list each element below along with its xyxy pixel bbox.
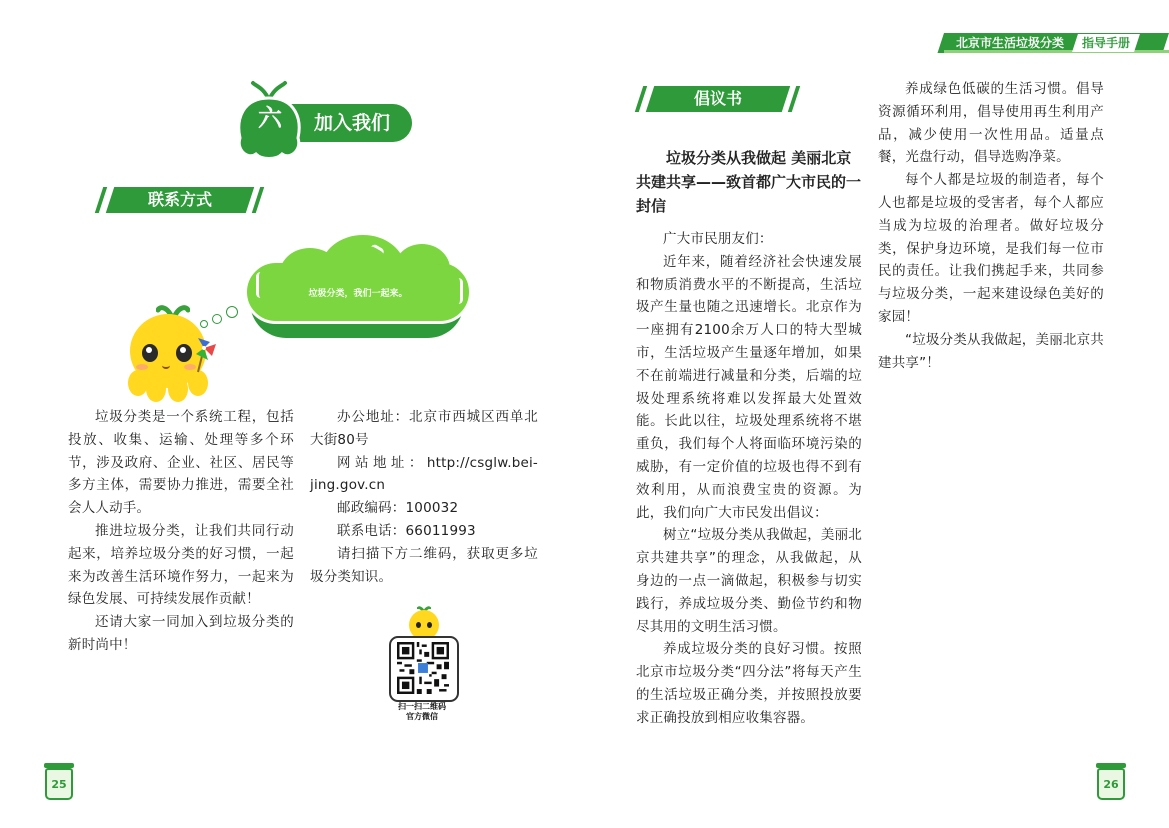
right-col2 [878,78,1104,374]
speech-cloud [244,226,472,336]
qr-caption [380,702,464,722]
contact-postcode: 邮政编码：100032 [337,500,459,517]
paragraph: “垃圾分类从我做起，美丽北京共建共享”！ [878,331,1104,371]
pinwheel-icon [194,334,220,374]
qr-code[interactable] [396,642,450,694]
banner-stripe [95,187,107,213]
chapter-number: 六 [258,104,282,132]
qr-caption-line2: 官方微信 [406,712,438,721]
paragraph: 养成垃圾分类的良好习惯。按照北京市垃圾分类“四分法”将每天产生的生活垃圾正确分类，并按照投放要求正确投放到相应收集容器。 [636,641,862,726]
trash-can-icon [45,768,73,800]
header-tag [1072,34,1140,52]
mini-mascot [405,604,441,640]
contact-website: 网站地址：http://csglw.bei-jing.gov.cn [310,454,538,494]
page-number-right: 26 [1103,778,1119,791]
header-title: 北京市生活垃圾分类 [956,36,1065,50]
paragraph: 广大市民朋友们： [663,231,773,247]
right-col1 [636,228,862,730]
qr-caption-line1: 扫一扫二维码 [398,702,446,711]
paragraph: 近年来，随着经济社会快速发展和物质消费水平的不断提高，生活垃圾产生量也随之迅速增长。北京作为一座拥有2100余万人口的特大型城市，生活垃圾产生量逐年增加，如果不在前端进行减量和分类，后端的垃圾处理系统将难以发挥最大处置效能。长此以往，垃圾处理系统将不堪重负，我们每个人将面临环境污染的威胁，有一定价值的垃圾也得不到有效利用，从而浪费宝贵的资源。为此，我们向广大市民发出倡议： [636,253,862,521]
page-number-left: 25 [51,778,67,791]
left-col2 [310,406,538,588]
contact-address: 办公地址：北京市西城区西单北大街80号 [310,409,538,448]
contact-phone: 联系电话：66011993 [337,522,476,539]
contact-banner-label: 联系方式 [147,190,212,209]
paragraph: 还请大家一同加入到垃圾分类的新时尚中！ [68,614,294,653]
trash-can-icon [1097,768,1125,800]
paragraph: 每个人都是垃圾的制造者，每个人也都是垃圾的受害者，每个人都应当成为垃圾的治理者。做好垃圾分类，保护身边环境，是我们每一位市民的责任。让我们携起手来，共同参与垃圾分类，一起来建设绿色美好的家园！ [878,172,1104,325]
thought-dot [226,306,238,318]
chapter-title: 加入我们 [314,112,391,134]
header-tag-label: 指导手册 [1081,36,1130,50]
paragraph: 推进垃圾分类，让我们共同行动起来，培养垃圾分类的好习惯，一起来为改善生活环境作努力，一起来为绿色发展、可持续发展作贡献！ [68,522,294,608]
cloud-text: 垃圾分类，我们一起来。 [308,289,408,299]
banner-stripe [635,86,647,112]
paragraph: 树立“垃圾分类从我做起，美丽北京共建共享”的理念，从我做起，从身边的一点一滴做起，积极参与切实践行，养成垃圾分类、勤俭节约和物尽其用的文明生活习惯。 [636,527,862,635]
banner-stripe [788,86,800,112]
proposal-banner [646,86,790,112]
mascot-eye [176,344,192,362]
paragraph: 养成绿色低碳的生活习惯。倡导资源循环利用，倡导使用再生利用产品，减少使用一次性用品。适量点餐，光盘行动，倡导选购净菜。 [878,81,1104,166]
banner-stripe [252,187,264,213]
paragraph: 垃圾分类是一个系统工程，包括投放、收集、运输、处理等多个环节，涉及政府、企业、社区、居民等多方主体，需要协力推进，需要全社会人人动手。 [68,409,294,517]
proposal-title: 垃圾分类从我做起 美丽北京共建共享——致首都广大市民的一封信 [636,149,862,215]
proposal-banner-label: 倡议书 [693,89,742,108]
left-col1 [68,406,294,657]
mascot [126,300,220,404]
mascot-eye [142,344,158,362]
contact-banner [106,187,254,213]
qr-instruction: 请扫描下方二维码，获取更多垃圾分类知识。 [310,545,538,585]
